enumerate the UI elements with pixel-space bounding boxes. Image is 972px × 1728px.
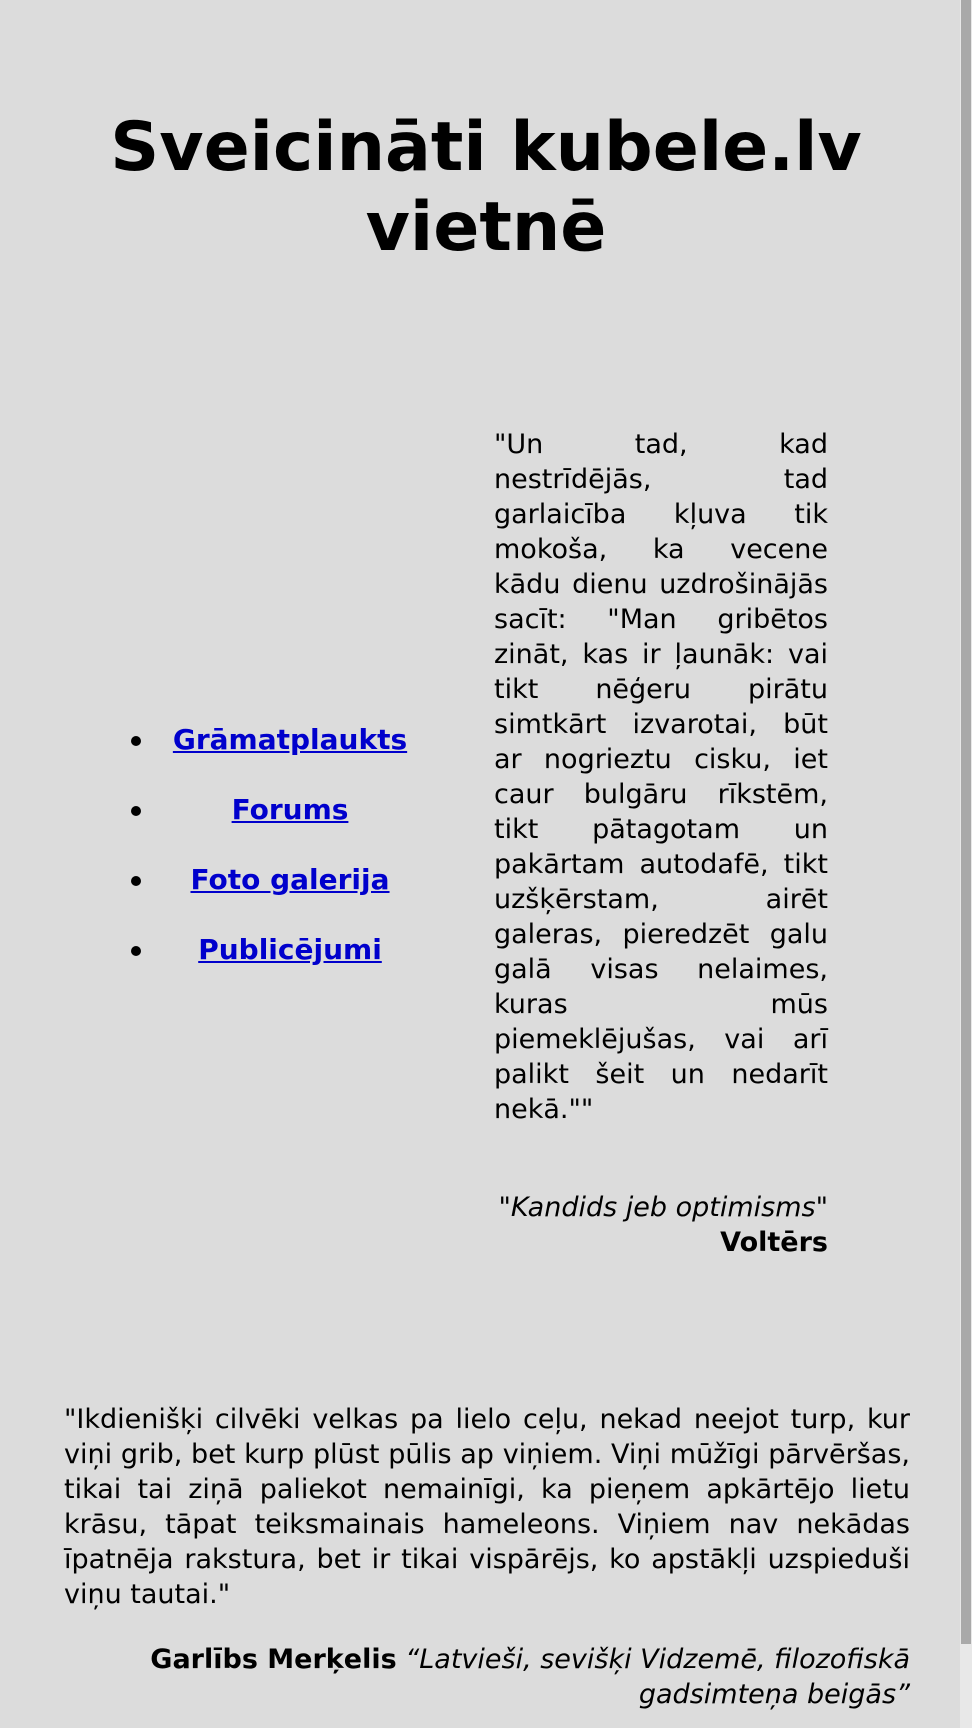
merkelis-citation [64,1642,910,1712]
merkelis-quote: "Ikdienišķi cilvēki velkas pa lielo ceļu, nekad neejot turp, kur viņi grib, bet kurp plūst pūlis ap viņiem. Viņi mūžīgi pārvēršas, tikai tai ziņā paliekot nemainīgi, ka pieņem apkārtējo lietu krāsu, tāpat teiksmainais hameleons. Viņiem nav nekādas īpatnēja rakstura, bet ir tikai vispārējs, ko apstākļi uzspieduši viņu tautai." [64,1404,910,1610]
main-navigation [110,720,470,1000]
nav-item-forums [110,790,470,860]
nav-item-foto-galerija [110,860,470,930]
bullet-icon [131,876,141,886]
nav-item-gramatplaukts [110,720,470,790]
nav-link-publicejumi[interactable]: Publicējumi [198,933,382,966]
merkelis-source: “Latvieši, sevišķi Vidzemē, filozofiskā gadsimteņa beigās” [405,1644,910,1710]
voltaire-author: Voltērs [720,1227,828,1258]
voltaire-citation [494,1190,828,1260]
voltaire-quote: "Un tad, kad nestrīdējās, tad garlaicība kļuva tik mokoša, ka vecene kādu dienu uzdrošinājās sacīt: "Man gribētos zināt, kas ir ļaunāk: vai tikt nēģeru pirātu simtkārt izvarotai, būt ar nogrieztu cisku, iet caur bulgāru rīkstēm, tikt pātagotam un pakārtam autodafē, tikt uzšķērstam, airēt galeras, pieredzēt galu galā visas nelaimes, kuras mūs piemeklējušas, vai arī palikt šeit un nedarīt nekā."" [494,429,828,1125]
bullet-icon [131,946,141,956]
vertical-scrollbar[interactable] [960,0,972,1728]
nav-link-foto-galerija[interactable]: Foto galerija [190,863,390,896]
bullet-icon [131,806,141,816]
merkelis-author: Garlībs Merķelis [150,1644,397,1675]
page-title: Sveicināti kubele.lv vietnē [110,108,862,267]
nav-link-gramatplaukts[interactable]: Grāmatplaukts [172,723,408,756]
scrollbar-thumb[interactable] [961,0,971,1644]
nav-link-forums[interactable]: Forums [231,793,349,826]
voltaire-source: "Kandids jeb optimisms" [498,1192,828,1223]
nav-item-publicejumi [110,930,470,1000]
bullet-icon [131,736,141,746]
